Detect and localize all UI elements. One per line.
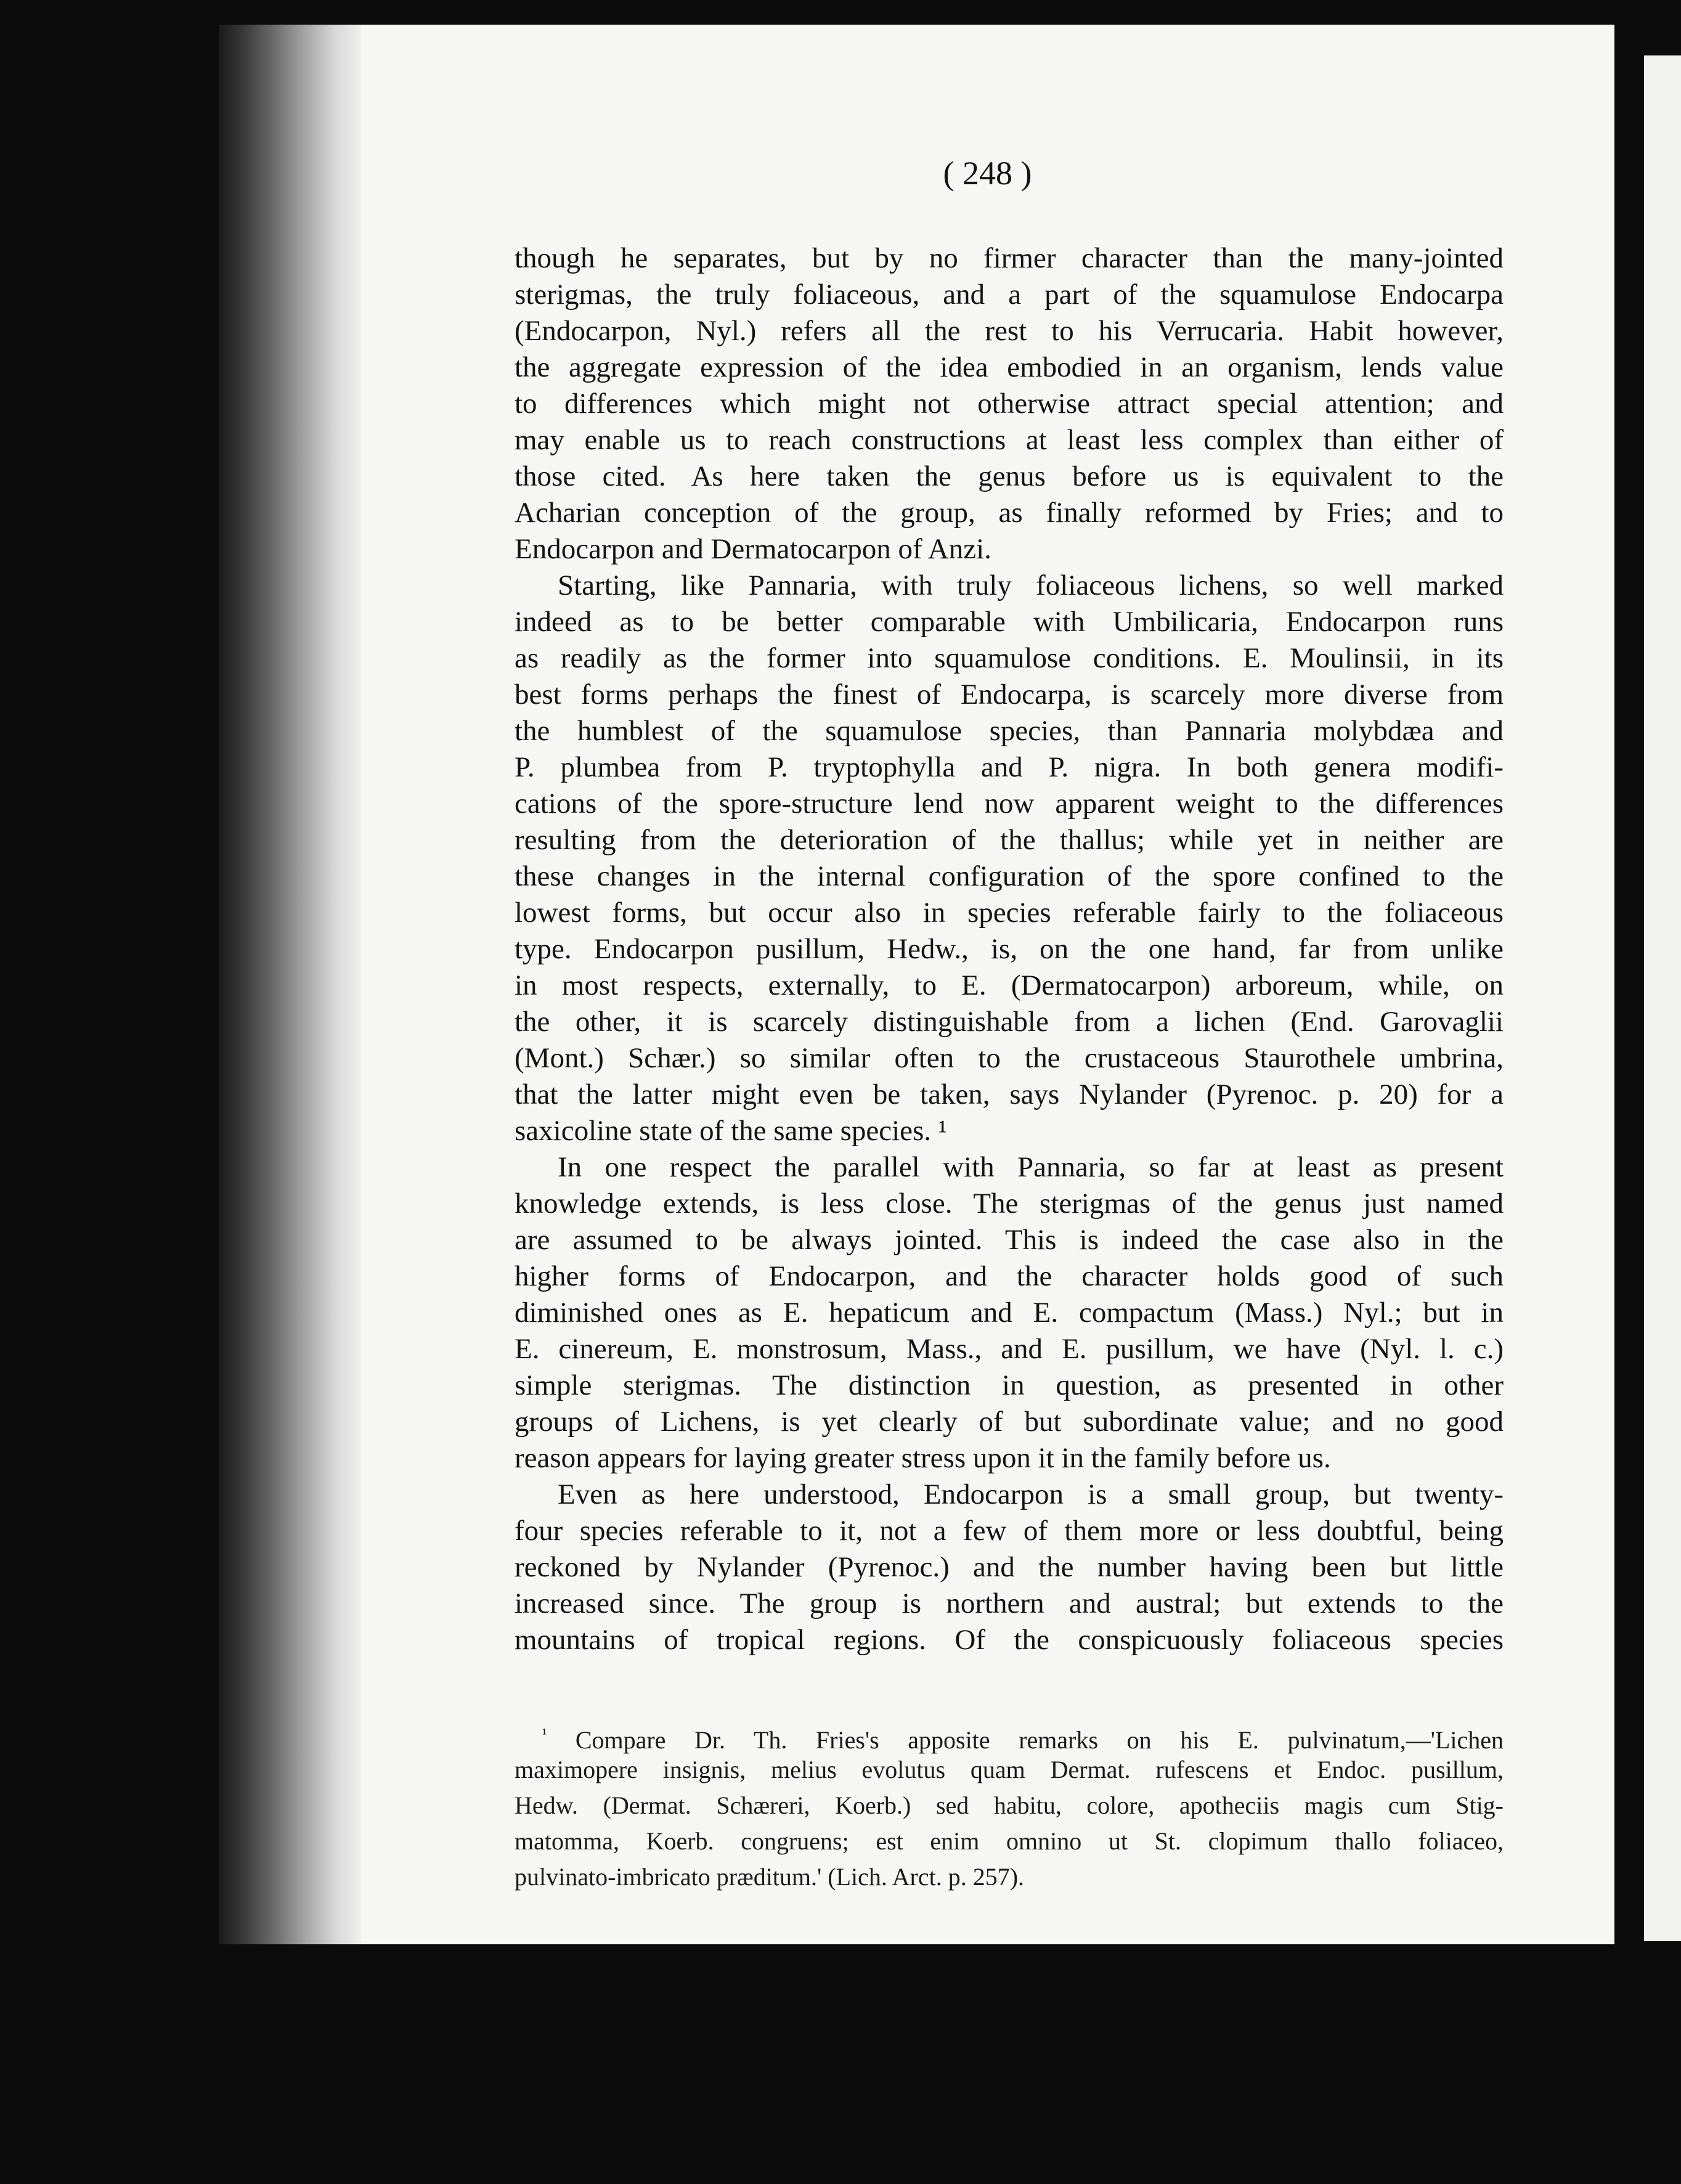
- text-line: to differences which might not otherwise attract special attention; and: [515, 388, 1504, 420]
- text-line: indeed as to be better comparable with Umbilicaria, Endocarpon runs: [515, 606, 1504, 638]
- text-line: the other, it is scarcely distinguishable from a lichen (End. Garovaglii: [515, 1006, 1504, 1038]
- footnote-line: maximopere insignis, melius evolutus quam Dermat. rufescens et Endoc. pusillum,: [515, 1756, 1504, 1783]
- text-line: the aggregate expression of the idea embodied in an organism, lends value: [515, 351, 1504, 383]
- text-line: Starting, like Pannaria, with truly foliaceous lichens, so well marked: [558, 569, 1504, 601]
- footnote-marker: ¹: [542, 1726, 547, 1742]
- paragraph-4: [515, 1477, 1504, 1658]
- text-line: type. Endocarpon pusillum, Hedw., is, on the one hand, far from unlike: [515, 933, 1504, 965]
- text-line: those cited. As here taken the genus before us is equivalent to the: [515, 460, 1504, 492]
- footnote-line: Hedw. (Dermat. Schæreri, Koerb.) sed habitu, colore, apotheciis magis cum Stig-: [515, 1791, 1504, 1819]
- text-line: best forms perhaps the finest of Endocarpa, is scarcely more diverse from: [515, 678, 1504, 711]
- text-line: lowest forms, but occur also in species referable fairly to the foliaceous: [515, 897, 1504, 929]
- text-line: mountains of tropical regions. Of the conspicuously foliaceous species: [515, 1624, 1504, 1656]
- body-text: [515, 240, 1504, 1658]
- text-line: saxicoline state of the same species. ¹: [515, 1115, 947, 1147]
- footnote-text: Compare Dr. Th. Fries's apposite remarks on his E. pulvinatum,—'Lichen: [575, 1726, 1504, 1754]
- text-line: higher forms of Endocarpon, and the character holds good of such: [515, 1260, 1504, 1292]
- text-line: cations of the spore-structure lend now apparent weight to the differences: [515, 788, 1504, 820]
- text-line: Acharian conception of the group, as finally reformed by Fries; and to: [515, 497, 1504, 529]
- text-line: increased since. The group is northern and austral; but extends to the: [515, 1587, 1504, 1620]
- page-number: ( 248 ): [943, 155, 1032, 192]
- paragraph-2: [515, 568, 1504, 1149]
- text-line: knowledge extends, is less close. The sterigmas of the genus just named: [515, 1188, 1504, 1220]
- text-line: Endocarpon and Dermatocarpon of Anzi.: [515, 533, 991, 565]
- text-line: P. plumbea from P. tryptophylla and P. nigra. In both genera modifi-: [515, 751, 1504, 783]
- footnote-line: pulvinato-imbricato præditum.' (Lich. Arct. p. 257).: [515, 1863, 1025, 1891]
- text-line: that the latter might even be taken, says Nylander (Pyrenoc. p. 20) for a: [515, 1078, 1504, 1110]
- text-line: are assumed to be always jointed. This is indeed the case also in the: [515, 1224, 1504, 1256]
- text-line: as readily as the former into squamulose conditions. E. Moulinsii, in its: [515, 642, 1504, 674]
- book-page: [360, 25, 1614, 1944]
- text-line: the humblest of the squamulose species, than Pannaria molybdæa and: [515, 715, 1504, 747]
- text-line: resulting from the deterioration of the thallus; while yet in neither are: [515, 824, 1504, 856]
- text-line: these changes in the internal configuration of the spore confined to the: [515, 860, 1504, 892]
- text-line: sterigmas, the truly foliaceous, and a part of the squamulose Endocarpa: [515, 279, 1504, 311]
- book-page-edges: [219, 25, 360, 1944]
- text-line: (Endocarpon, Nyl.) refers all the rest to his Verrucaria. Habit however,: [515, 315, 1504, 347]
- footnote-line: matomma, Koerb. congruens; est enim omnino ut St. clopimum thallo foliaceo,: [515, 1827, 1504, 1855]
- text-line: reckoned by Nylander (Pyrenoc.) and the number having been but little: [515, 1551, 1504, 1583]
- paragraph-1: [515, 240, 1504, 568]
- text-line: in most respects, externally, to E. (Dermatocarpon) arboreum, while, on: [515, 969, 1504, 1001]
- text-line: E. cinereum, E. monstrosum, Mass., and E. pusillum, we have (Nyl. l. c.): [515, 1333, 1504, 1365]
- footnote-line: [515, 1716, 1504, 1752]
- text-line: reason appears for laying greater stress upon it in the family before us.: [515, 1442, 1331, 1474]
- paragraph-3: [515, 1149, 1504, 1477]
- text-line: may enable us to reach constructions at least less complex than either of: [515, 424, 1504, 456]
- facing-page-edge: [1644, 55, 1681, 1941]
- text-line: four species referable to it, not a few of them more or less doubtful, being: [515, 1515, 1504, 1547]
- text-line: In one respect the parallel with Pannaria, so far at least as present: [558, 1151, 1504, 1183]
- text-line: simple sterigmas. The distinction in question, as presented in other: [515, 1369, 1504, 1401]
- text-line: (Mont.) Schær.) so similar often to the crustaceous Staurothele umbrina,: [515, 1042, 1504, 1074]
- text-line: Even as here understood, Endocarpon is a small group, but twenty-: [558, 1478, 1504, 1510]
- text-line: diminished ones as E. hepaticum and E. compactum (Mass.) Nyl.; but in: [515, 1297, 1504, 1329]
- footnote: [515, 1716, 1504, 1895]
- text-line: though he separates, but by no firmer character than the many-jointed: [515, 242, 1504, 274]
- text-line: groups of Lichens, is yet clearly of but subordinate value; and no good: [515, 1406, 1504, 1438]
